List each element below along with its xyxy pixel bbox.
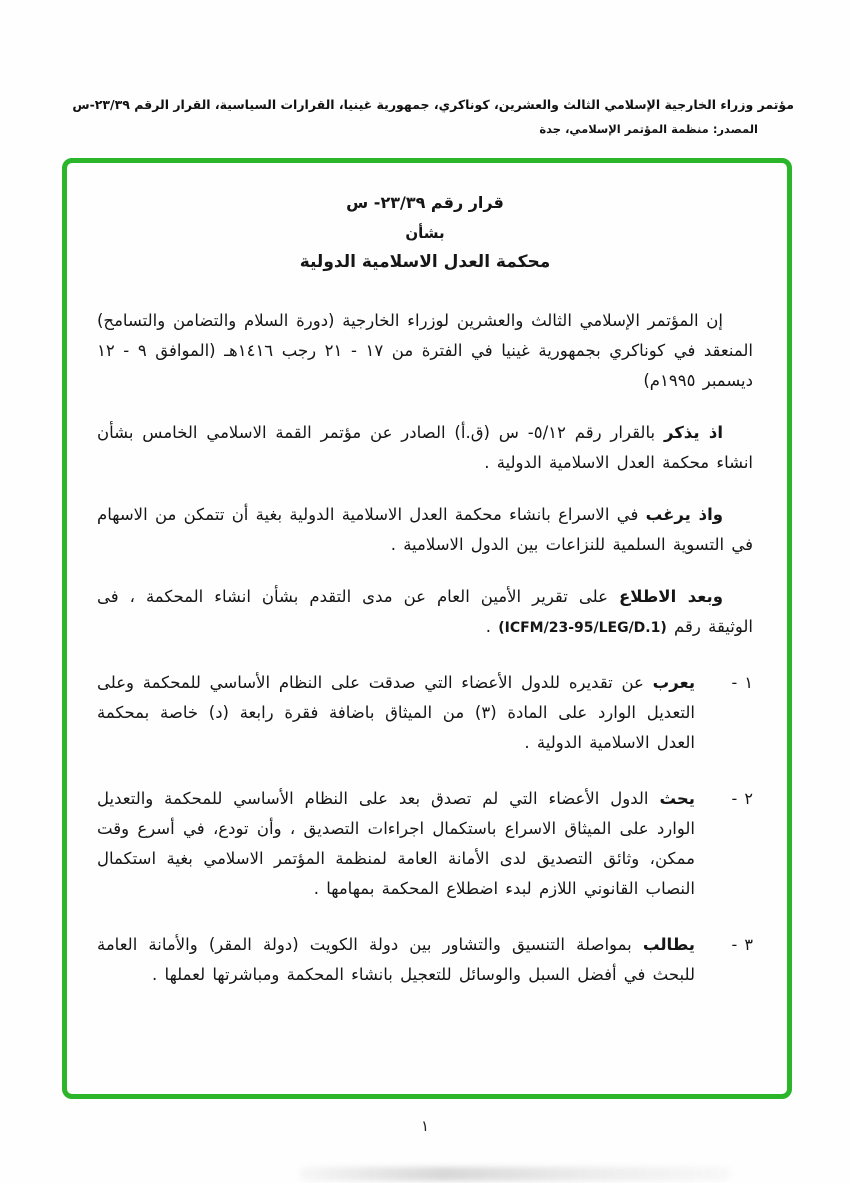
preamble-paragraph-3	[97, 500, 753, 560]
source-label: المصدر:	[712, 121, 758, 136]
item-text: بمواصلة التنسيق والتشاور بين دولة الكويت (دولة المقر) والأمانة العامة للبحث في أفضل السبل والوسائل للتعجيل بانشاء المحكمة ومباشرتها لعملها .	[97, 935, 695, 985]
paragraph-text: في الاسراع بانشاء محكمة العدل الاسلامية الدولية بغية أن تتمكن من الاسهام في التسوية السلمية للنزاعات بين الدول الاسلامية .	[97, 505, 753, 555]
header-source-line	[56, 121, 794, 138]
paragraph-lead: اذ يذكر	[663, 423, 723, 443]
document-header	[56, 96, 794, 138]
scan-artifact	[300, 1167, 730, 1181]
item-number: ٢ -	[731, 789, 753, 809]
resolution-item-2	[97, 784, 753, 904]
item-number: ٣ -	[731, 935, 753, 955]
item-body	[97, 930, 695, 990]
paragraph-text: إن المؤتمر الإسلامي الثالث والعشرين لوزراء الخارجية (دورة السلام والتضامن والتسامح) المنعقد في كوناكري بجمهورية غينيا في الفترة من ١٧ - ٢١ رجب ١٤١٦هـ (الموافق ٩ - ١٢ ديسمبر ١٩٩٥م)	[97, 311, 753, 391]
resolution-item-1	[97, 668, 753, 758]
paragraph-text: بالقرار رقم ٥/١٢- س (ق.أ) الصادر عن مؤتمر القمة الاسلامي الخامس بشأن انشاء محكمة العدل الاسلامية الدولية .	[97, 423, 753, 473]
resolution-title: قرار رقم ٢٣/٣٩- س	[346, 193, 504, 212]
green-document-frame	[62, 158, 792, 1099]
resolution-subject: محكمة العدل الاسلامية الدولية	[299, 252, 551, 272]
source-value: منظمة المؤتمر الإسلامي، جدة	[539, 121, 709, 136]
item-body	[97, 668, 695, 758]
resolution-items-list	[97, 668, 753, 990]
paragraph-tail: .	[485, 617, 491, 637]
paragraph-lead: واذ يرغب	[645, 505, 723, 525]
item-text: عن تقديره للدول الأعضاء التي صدقت على النظام الأساسي للمحكمة وعلى التعديل الوارد على المادة (٣) من الميثاق باضافة فقرة رابعة (د) خاصة بمحكمة العدل الاسلامية الدولية .	[97, 673, 695, 753]
item-lead: يطالب	[642, 935, 695, 955]
document-reference-code: (ICFM/23-95/LEG/D.1)	[498, 620, 667, 637]
item-body	[97, 784, 695, 904]
paragraph-text: على تقرير الأمين العام عن مدى التقدم بشأن انشاء المحكمة ، فى الوثيقة رقم	[97, 587, 753, 637]
preamble-paragraph-2	[97, 418, 753, 478]
item-lead: يعرب	[652, 673, 696, 693]
item-lead: يحث	[659, 789, 695, 809]
header-citation-line: مؤتمر وزراء الخارجية الإسلامي الثالث والعشرين، كوناكري، جمهورية غينيا، القرارات السياسية، القرار الرقم ٢٣/٣٩-س	[72, 97, 794, 112]
item-number: ١ -	[731, 673, 753, 693]
item-text: الدول الأعضاء التي لم تصدق بعد على النظام الأساسي للمحكمة والتعديل الوارد على الميثاق الاسراع باستكمال اجراءات التصديق ، وأن تودع، في أسرع وقت ممكن، وثائق التصديق لدى الأمانة العامة لمنظمة المؤتمر الاسلامي بغية استكمال النصاب القانوني اللازم لبدء اضطلاع المحكمة بمهامها .	[97, 789, 695, 899]
resolution-body	[97, 306, 753, 990]
resolution-item-3	[97, 930, 753, 990]
preamble-paragraph-4	[97, 582, 753, 642]
resolution-subtitle: بشأن	[405, 224, 445, 242]
page-number: ١	[420, 1117, 430, 1135]
paragraph-lead: وبعد الاطلاع	[618, 587, 724, 607]
preamble-paragraph-1	[97, 306, 753, 396]
